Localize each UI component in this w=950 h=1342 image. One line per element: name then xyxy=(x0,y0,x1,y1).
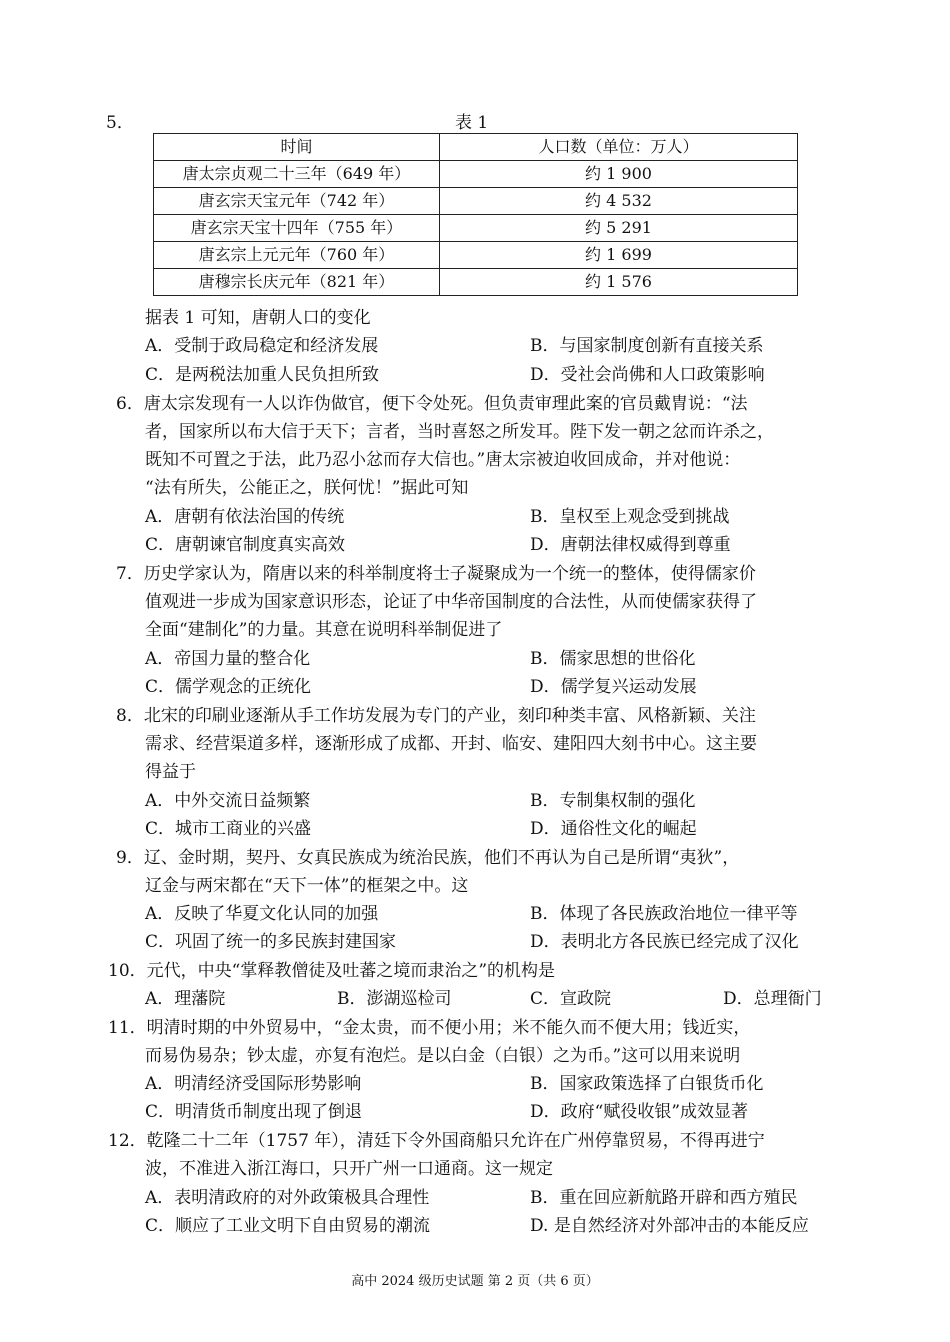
question-12-line: 波，不准进入浙江海口，只开广州一口通商。这一规定 xyxy=(145,1159,553,1179)
question-9-line: 辽金与两宋都在“天下一体”的框架之中。这 xyxy=(145,876,469,896)
q9-option-c: C．巩固了统一的多民族封建国家 xyxy=(145,932,397,952)
table-header-population: 人口数（单位：万人） xyxy=(440,134,798,161)
q5-option-d: D．受社会尚佛和人口政策影响 xyxy=(530,365,765,385)
question-10-line: 10．元代，中央“掌释教僧徒及吐蕃之境而隶治之”的机构是 xyxy=(108,961,556,981)
q5-option-a: A．受制于政局稳定和经济发展 xyxy=(145,336,379,356)
question-7-line: 值观进一步成为国家意识形态，论证了中华帝国制度的合法性，从而使儒家获得了 xyxy=(145,592,757,612)
q9-option-d: D．表明北方各民族已经完成了汉化 xyxy=(530,932,799,952)
table-cell-population: 约 1 900 xyxy=(440,161,798,188)
q12-option-c: C．顺应了工业文明下自由贸易的潮流 xyxy=(145,1216,431,1236)
q10-option-c: C．宣政院 xyxy=(530,989,612,1009)
table-row xyxy=(154,269,798,296)
table-cell-time: 唐太宗贞观二十三年（649 年） xyxy=(154,161,440,188)
q10-option-a: A．理藩院 xyxy=(145,989,226,1009)
table-cell-population: 约 1 699 xyxy=(440,242,798,269)
table-header-row xyxy=(154,134,798,161)
question-11-line: 而易伪易杂；钞太虚，亦复有泡烂。是以白金（白银）之为币。”这可以用来说明 xyxy=(145,1046,741,1066)
q6-option-a: A．唐朝有依法治国的传统 xyxy=(145,507,345,527)
table-row xyxy=(154,215,798,242)
q5-option-c: C．是两税法加重人民负担所致 xyxy=(145,365,380,385)
table-caption: 表 1 xyxy=(455,113,489,133)
question-6-line: 6．唐太宗发现有一人以诈伪做官，便下令处死。但负责审理此案的官员戴胄说：“法 xyxy=(116,394,748,414)
table-row xyxy=(154,161,798,188)
q10-option-d: D．总理衙门 xyxy=(723,989,822,1009)
question-5-stem: 据表 1 可知，唐朝人口的变化 xyxy=(145,308,371,328)
question-8-line: 得益于 xyxy=(145,762,196,782)
q11-option-b: B．国家政策选择了白银货币化 xyxy=(530,1074,764,1094)
q8-option-d: D．通俗性文化的崛起 xyxy=(530,819,697,839)
q12-option-b: B．重在回应新航路开辟和西方殖民 xyxy=(530,1188,798,1208)
q8-option-b: B．专制集权制的强化 xyxy=(530,791,696,811)
q11-option-c: C．明清货币制度出现了倒退 xyxy=(145,1102,363,1122)
table-cell-time: 唐穆宗长庆元年（821 年） xyxy=(154,269,440,296)
q11-option-d: D．政府“赋役收银”成效显著 xyxy=(530,1102,749,1122)
q7-option-a: A．帝国力量的整合化 xyxy=(145,649,311,669)
q6-option-b: B．皇权至上观念受到挑战 xyxy=(530,507,730,527)
table-cell-time: 唐玄宗天宝十四年（755 年） xyxy=(154,215,440,242)
question-6-line: 者，国家所以布大信于天下；言者，当时喜怒之所发耳。陛下发一朝之忿而许杀之， xyxy=(145,422,774,442)
q9-option-a: A．反映了华夏文化认同的加强 xyxy=(145,904,379,924)
q11-option-a: A．明清经济受国际形势影响 xyxy=(145,1074,362,1094)
table-cell-time: 唐玄宗上元元年（760 年） xyxy=(154,242,440,269)
q5-option-b: B．与国家制度创新有直接关系 xyxy=(530,336,764,356)
q7-option-d: D．儒学复兴运动发展 xyxy=(530,677,697,697)
question-5-number: 5． xyxy=(106,113,134,133)
population-table xyxy=(153,133,798,296)
table-cell-time: 唐玄宗天宝元年（742 年） xyxy=(154,188,440,215)
q6-option-c: C．唐朝谏官制度真实高效 xyxy=(145,535,346,555)
question-6-line: 既知不可置之于法，此乃忍小忿而存大信也。”唐太宗被迫收回成命，并对他说： xyxy=(145,450,741,470)
q12-option-d: D. 是自然经济对外部冲击的本能反应 xyxy=(530,1216,809,1236)
table-row xyxy=(154,188,798,215)
q7-option-c: C．儒学观念的正统化 xyxy=(145,677,312,697)
q8-option-a: A．中外交流日益频繁 xyxy=(145,791,311,811)
table-cell-population: 约 4 532 xyxy=(440,188,798,215)
q6-option-d: D．唐朝法律权威得到尊重 xyxy=(530,535,731,555)
q10-option-b: B．澎湖巡检司 xyxy=(337,989,452,1009)
question-7-line: 全面“建制化”的力量。其意在说明科举制促进了 xyxy=(145,620,503,640)
question-8-line: 需求、经营渠道多样，逐渐形成了成都、开封、临安、建阳四大刻书中心。这主要 xyxy=(145,734,757,754)
table-header-time: 时间 xyxy=(154,134,440,161)
table-cell-population: 约 5 291 xyxy=(440,215,798,242)
question-12-line: 12．乾隆二十二年（1757 年），清廷下令外国商船只允许在广州停靠贸易，不得再进宁 xyxy=(108,1131,765,1151)
table-cell-population: 约 1 576 xyxy=(440,269,798,296)
table-row xyxy=(154,242,798,269)
question-7-line: 7．历史学家认为，隋唐以来的科举制度将士子凝聚成为一个统一的整体，使得儒家价 xyxy=(116,564,756,584)
question-8-line: 8．北宋的印刷业逐渐从手工作坊发展为专门的产业，刻印种类丰富、风格新颖、关注 xyxy=(116,706,756,726)
q9-option-b: B．体现了各民族政治地位一律平等 xyxy=(530,904,798,924)
question-9-line: 9．辽、金时期，契丹、女真民族成为统治民族，他们不再认为自己是所谓“夷狄”， xyxy=(116,848,740,868)
question-11-line: 11．明清时期的中外贸易中，“金太贵，而不便小用；米不能久而不便大用；钱近实， xyxy=(108,1018,751,1038)
q8-option-c: C．城市工商业的兴盛 xyxy=(145,819,312,839)
q12-option-a: A．表明清政府的对外政策极具合理性 xyxy=(145,1188,430,1208)
question-6-line: “法有所失，公能正之，朕何忧！”据此可知 xyxy=(145,478,469,498)
q7-option-b: B．儒家思想的世俗化 xyxy=(530,649,696,669)
page-footer: 高中 2024 级历史试题 第 2 页（共 6 页） xyxy=(351,1274,599,1289)
